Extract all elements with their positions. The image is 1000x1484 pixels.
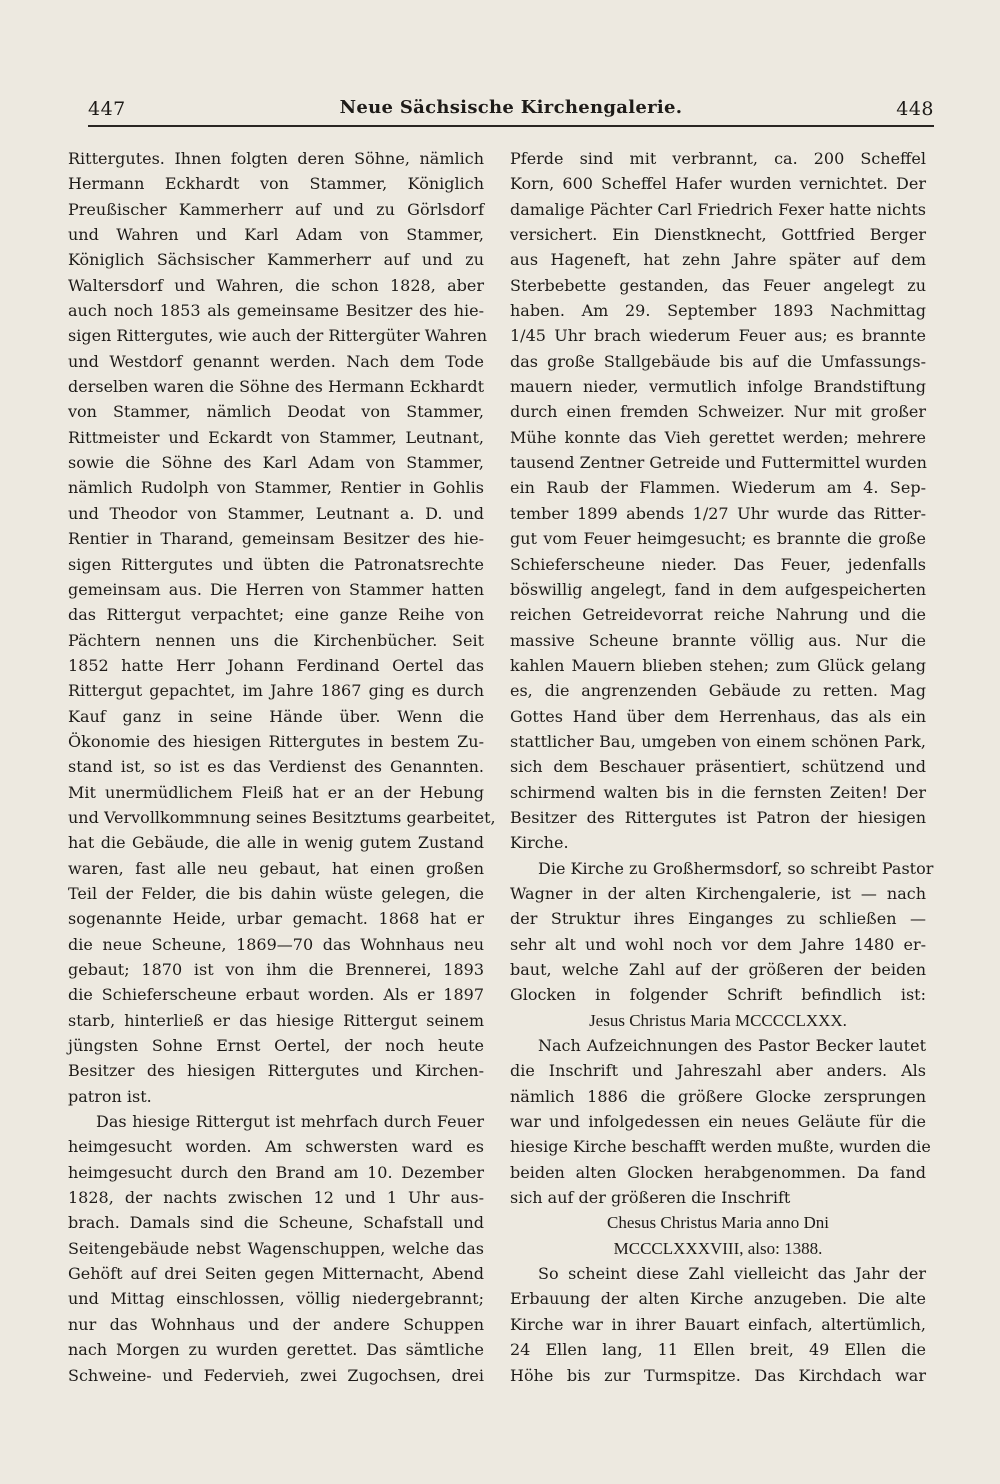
text-line: Chesus Christus Maria anno Dni <box>607 1213 829 1233</box>
text-line: haben. Am 29. September 1893 Nachmittag <box>510 301 926 321</box>
text-line: mauern nieder, vermutlich infolge Brandstiftung <box>510 377 926 397</box>
text-line: Erbauung der alten Kirche anzugeben. Die alte <box>510 1289 926 1309</box>
text-line: nämlich Rudolph von Stammer, Rentier in Gohlis <box>68 478 484 498</box>
text-line: Waltersdorf und Wahren, die schon 1828, aber <box>68 275 484 295</box>
text-line: Die Kirche zu Großhermsdorf, so schreibt Pastor <box>538 858 934 878</box>
text-line: nur das Wohnhaus und der andere Schuppen <box>68 1314 484 1334</box>
text-line: war und infolgedessen ein neues Geläute für die <box>510 1112 926 1132</box>
text-line: massive Scheune brannte völlig aus. Nur die <box>510 630 926 650</box>
text-line: brach. Damals sind die Scheune, Schafstall und <box>68 1213 484 1233</box>
text-line: Pächtern nennen uns die Kirchenbücher. Seit <box>68 630 484 650</box>
text-line: Rittergutes. Ihnen folgten deren Söhne, nämlich <box>68 149 484 168</box>
text-line: das Rittergut verpachtet; eine ganze Reihe von <box>68 605 484 625</box>
text-line: Rentier in Tharand, gemeinsam Besitzer des hie- <box>68 529 484 549</box>
text-line: böswillig angelegt, fand in dem aufgespeicherten <box>510 579 926 599</box>
text-line: tember 1899 abends 1/27 Uhr wurde das Ritter- <box>510 503 926 523</box>
text-line: stattlicher Bau, umgeben von einem schönen Park, <box>510 731 926 751</box>
text-line: Gehöft auf drei Seiten gegen Mitternacht, Abend <box>68 1264 484 1284</box>
text-line: Besitzer des hiesigen Rittergutes und Kirchen- <box>68 1061 484 1081</box>
text-line: sigen Rittergutes, wie auch der Rittergüter Wahren <box>68 326 488 346</box>
text-line: 1/45 Uhr brach wiederum Feuer aus; es brannte <box>510 326 926 346</box>
text-line: jüngsten Sohne Ernst Oertel, der noch heute <box>68 1036 484 1056</box>
text-line: Königlich Sächsischer Kammerherr auf und zu <box>68 250 484 270</box>
text-line: Kirche. <box>510 833 569 853</box>
text-line: starb, hinterließ er das hiesige Rittergut seinem <box>68 1010 484 1030</box>
text-line: nach Morgen zu wurden gerettet. Das sämtliche <box>68 1340 484 1360</box>
text-line: der Struktur ihres Einganges zu schließen — <box>510 909 926 929</box>
text-line: Mit unermüdlichem Fleiß hat er an der Hebung <box>68 782 484 802</box>
text-line: Hermann Eckhardt von Stammer, Königlich <box>68 174 484 194</box>
text-line: nämlich 1886 die größere Glocke zersprungen <box>510 1086 926 1106</box>
text-line: Nach Aufzeichnungen des Pastor Becker lautet <box>538 1036 926 1056</box>
text-line: die neue Scheune, 1869—70 das Wohnhaus neu <box>68 934 484 954</box>
text-line: 24 Ellen lang, 11 Ellen breit, 49 Ellen die <box>510 1340 926 1360</box>
text-line: sogenannte Heide, urbar gemacht. 1868 hat er <box>68 909 484 929</box>
text-line: das große Stallgebäude bis auf die Umfassungs- <box>510 351 926 371</box>
text-line: Das hiesige Rittergut ist mehrfach durch Feuer <box>96 1112 484 1132</box>
text-line: von Stammer, nämlich Deodat von Stammer, <box>68 402 484 422</box>
text-line: Kauf ganz in seine Hände über. Wenn die <box>68 706 484 726</box>
text-line: Ökonomie des hiesigen Rittergutes in bestem Zu- <box>68 731 484 751</box>
text-line: Korn, 600 Scheffel Hafer wurden vernichtet. Der <box>510 174 926 194</box>
text-line: aus Hageneft, hat zehn Jahre später auf dem <box>510 250 926 270</box>
text-line: die Inschrift und Jahreszahl aber anders. Als <box>510 1061 926 1081</box>
text-line: Gottes Hand über dem Herrenhaus, das als ein <box>510 706 926 726</box>
text-line: sowie die Söhne des Karl Adam von Stammer, <box>68 453 484 473</box>
text-line: hat die Gebäude, die alle in wenig gutem Zustand <box>68 833 484 853</box>
text-line: und Vervollkommnung seines Besitztums gearbeitet, <box>68 807 496 827</box>
text-line: Pferde sind mit verbrannt, ca. 200 Scheffel <box>510 149 926 168</box>
text-line: So scheint diese Zahl vielleicht das Jahr der <box>538 1264 926 1284</box>
text-line: und Theodor von Stammer, Leutnant a. D. und <box>68 503 484 523</box>
text-line: schirmend walten bis in die fernsten Zeiten! Der <box>510 782 926 802</box>
text-line: versichert. Ein Dienstknecht, Gottfried Berger <box>510 225 926 245</box>
text-line: derselben waren die Söhne des Hermann Eckhardt <box>68 377 484 397</box>
page-number-left: 447 <box>88 98 126 120</box>
text-line: waren, fast alle neu gebaut, hat einen großen <box>68 858 484 878</box>
text-line: kahlen Mauern blieben stehen; zum Glück gelang <box>510 655 926 675</box>
text-line: Rittergut gepachtet, im Jahre 1867 ging es durch <box>68 681 484 701</box>
text-line: es, die angrenzenden Gebäude zu retten. Mag <box>510 681 926 701</box>
text-line: und Westdorf genannt werden. Nach dem Tode <box>68 351 484 371</box>
text-line: sich auf der größeren die Inschrift <box>510 1188 791 1208</box>
text-line: gut vom Feuer heimgesucht; es brannte die große <box>510 529 926 549</box>
text-line: Schweine- und Federvieh, zwei Zugochsen, drei <box>68 1365 484 1385</box>
text-line: Besitzer des Rittergutes ist Patron der hiesigen <box>510 807 926 827</box>
text-line: 1852 hatte Herr Johann Ferdinand Oertel das <box>68 655 484 675</box>
running-title: Neue Sächsische Kirchengalerie. <box>339 97 683 118</box>
text-line: stand ist, so ist es das Verdienst des Genannten. <box>68 757 484 777</box>
text-line: auch noch 1853 als gemeinsame Besitzer des hie- <box>68 301 484 321</box>
text-line: Seitengebäude nebst Wagenschuppen, welche das <box>68 1238 484 1258</box>
text-line: reichen Getreidevorrat reiche Nahrung und die <box>510 605 926 625</box>
text-line: hiesige Kirche beschafft werden mußte, wurden die <box>510 1137 931 1157</box>
text-line: die Schieferscheune erbaut worden. Als er 1897 <box>68 985 484 1005</box>
text-line: Schieferscheune nieder. Das Feuer, jedenfalls <box>510 554 926 574</box>
text-line: beiden alten Glocken herabgenommen. Da fand <box>510 1162 926 1182</box>
text-line: sehr alt und wohl noch vor dem Jahre 1480 er- <box>510 934 926 954</box>
text-line: baut, welche Zahl auf der größeren der beiden <box>510 960 926 979</box>
right-text-column <box>510 146 934 1388</box>
page-number-right: 448 <box>896 98 934 120</box>
text-line: MCCCLXXXVIII, also: 1388. <box>613 1238 823 1258</box>
page-header <box>88 92 934 122</box>
text-line: sigen Rittergutes und übten die Patronatsrechte <box>68 554 484 574</box>
left-text-column <box>68 146 496 1388</box>
text-line: durch einen fremden Schweizer. Nur mit großer <box>510 402 926 422</box>
text-line: Höhe bis zur Turmspitze. Das Kirchdach war <box>510 1365 926 1385</box>
header-rule <box>88 125 934 127</box>
text-line: Jesus Christus Maria MCCCCLXXX. <box>589 1010 847 1030</box>
text-line: ein Raub der Flammen. Wiederum am 4. Sep- <box>510 478 926 498</box>
text-line: Sterbebette gestanden, das Feuer angelegt zu <box>510 275 926 295</box>
text-line: heimgesucht worden. Am schwersten ward es <box>68 1137 484 1157</box>
text-line: Kirche war in ihrer Bauart einfach, altertümlich, <box>510 1314 926 1334</box>
text-line: und Wahren und Karl Adam von Stammer, <box>68 225 484 245</box>
text-line: tausend Zentner Getreide und Futtermittel wurden <box>510 453 927 473</box>
text-line: 1828, der nachts zwischen 12 und 1 Uhr aus- <box>68 1188 484 1208</box>
text-line: und Mittag einschlossen, völlig niedergebrannt; <box>68 1289 484 1309</box>
text-line: damalige Pächter Carl Friedrich Fexer hatte nichts <box>510 199 926 219</box>
text-line: gebaut; 1870 ist von ihm die Brennerei, 1893 <box>68 960 484 979</box>
text-line: gemeinsam aus. Die Herren von Stammer hatten <box>68 579 484 599</box>
text-line: Rittmeister und Eckardt von Stammer, Leutnant, <box>68 427 484 447</box>
text-line: Preußischer Kammerherr auf und zu Görlsdorf <box>68 199 484 219</box>
text-line: Teil der Felder, die bis dahin wüste gelegen, die <box>68 883 484 903</box>
text-line: patron ist. <box>68 1086 152 1106</box>
text-line: sich dem Beschauer präsentiert, schützend und <box>510 757 926 777</box>
text-line: Mühe konnte das Vieh gerettet werden; mehrere <box>510 427 926 447</box>
text-line: heimgesucht durch den Brand am 10. Dezember <box>68 1162 484 1182</box>
text-line: Glocken in folgender Schrift befindlich ist: <box>510 985 926 1005</box>
text-line: Wagner in der alten Kirchengalerie, ist — nach <box>510 883 926 903</box>
